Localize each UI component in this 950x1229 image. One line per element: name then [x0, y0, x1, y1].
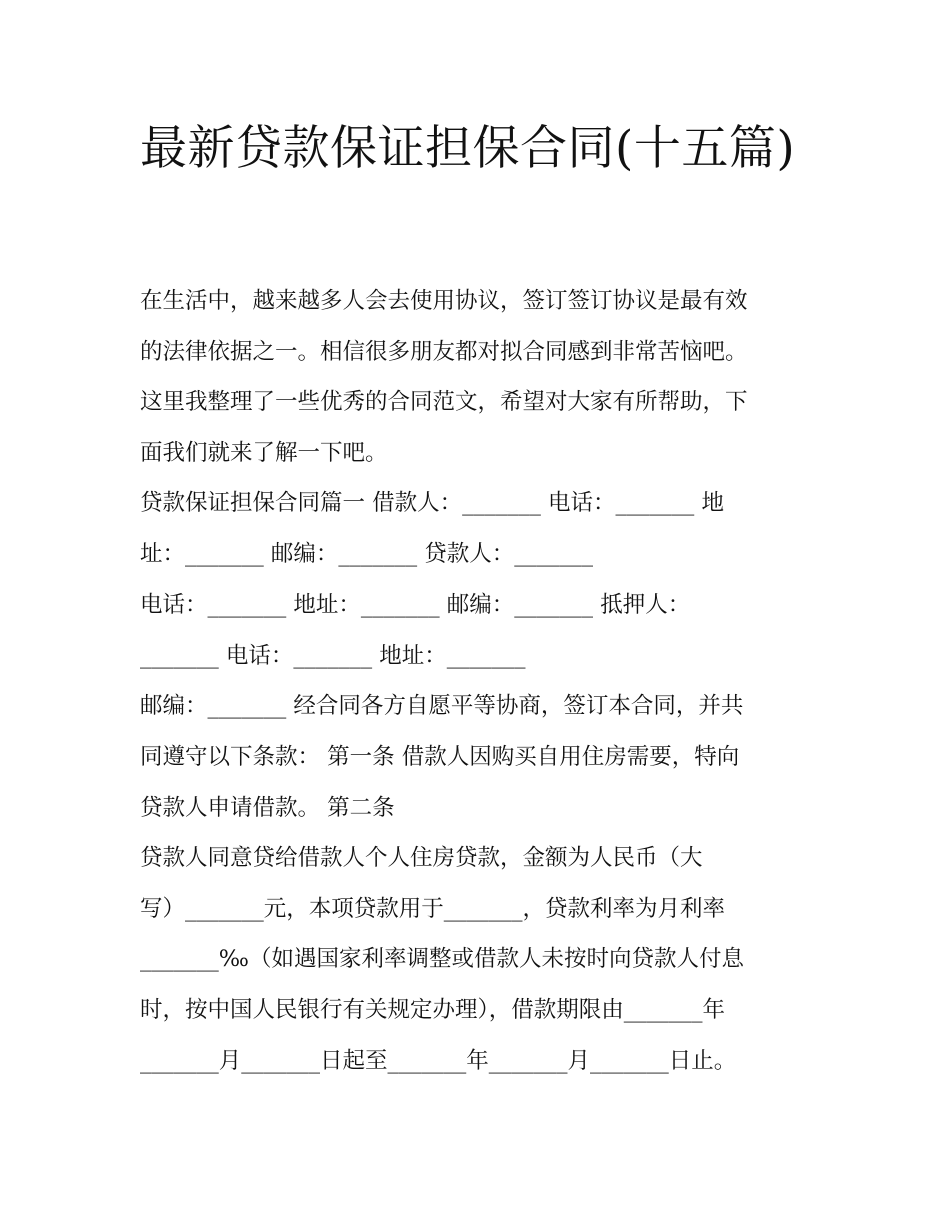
- text-line-14: _______‰（如遇国家利率调整或借款人未按时向贷款人付息: [140, 946, 744, 972]
- text-line-1: 在生活中，越来越多人会去使用协议，签订签订协议是最有效: [140, 288, 748, 314]
- text-line-11: 贷款人申请借款。 第二条: [140, 795, 395, 821]
- text-line-5: 贷款保证担保合同篇一 借款人：_______ 电话：_______ 地: [140, 490, 724, 516]
- text-line-10: 同遵守以下条款： 第一条 借款人因购买自用住房需要，特向: [140, 744, 740, 770]
- text-line-9: 邮编：_______ 经合同各方自愿平等协商，签订本合同，并共: [140, 693, 744, 719]
- text-line-4: 面我们就来了解一下吧。: [140, 440, 388, 466]
- text-line-8: _______ 电话：_______ 地址：_______: [140, 643, 526, 669]
- text-line-12: 贷款人同意贷给借款人个人住房贷款，金额为人民币（大: [140, 845, 703, 871]
- text-line-6: 址：_______ 邮编：_______ 贷款人：_______: [140, 541, 594, 567]
- text-line-2: 的法律依据之一。相信很多朋友都对拟合同感到非常苦恼吧。: [140, 339, 748, 365]
- text-line-7: 电话：_______ 地址：_______ 邮编：_______ 抵押人：: [140, 592, 691, 618]
- text-line-3: 这里我整理了一些优秀的合同范文，希望对大家有所帮助，下: [140, 389, 748, 415]
- document-title: 最新贷款保证担保合同(十五篇): [140, 121, 796, 176]
- text-line-16: _______月_______日起至_______年_______月_______日止。: [140, 1048, 737, 1074]
- text-line-15: 时，按中国人民银行有关规定办理），借款期限由_______年: [140, 997, 726, 1023]
- text-line-13: 写）_______元，本项贷款用于_______，贷款利率为月利率: [140, 896, 726, 922]
